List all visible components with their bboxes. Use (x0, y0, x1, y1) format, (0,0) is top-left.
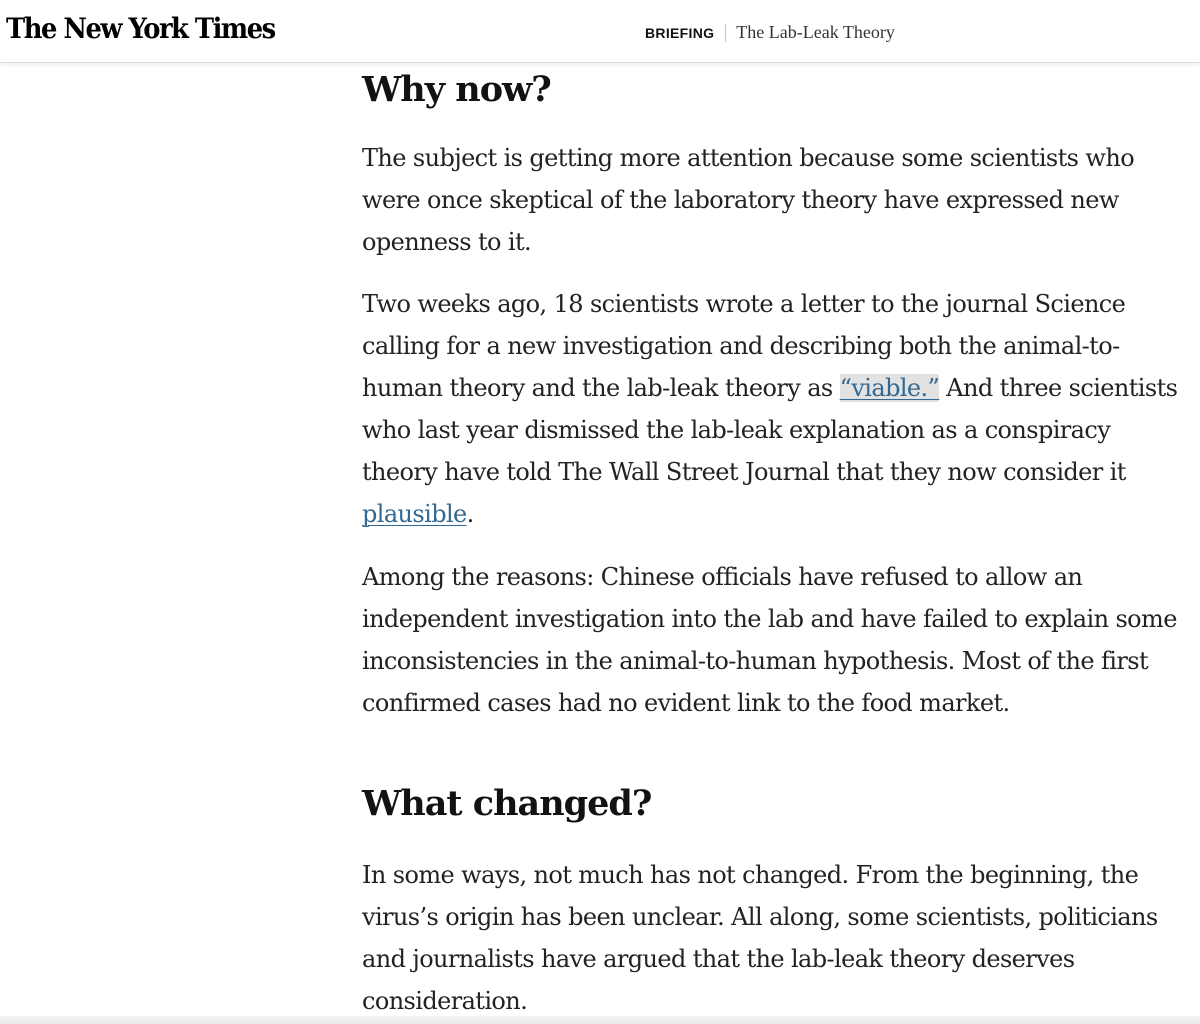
link-viable[interactable]: “viable.” (839, 374, 940, 402)
paragraph-2 (362, 283, 1192, 535)
paragraph-2-text-a: Two weeks ago, 18 scientists wrote a letter to the journal Science calling for a new investigation and describing both the animal-to-human theory and the lab-leak theory as (362, 290, 1126, 402)
paragraph-2-text-c: . (466, 500, 474, 528)
paragraph-4: In some ways, not much has not changed. From the beginning, the virus’s origin has been unclear. All along, some scientists, politicians and journalists have argued that the lab-leak theory deserves consideration. (362, 861, 1158, 1015)
article-title: The Lab-Leak Theory (736, 22, 895, 42)
top-bar (0, 0, 1200, 63)
heading-what-changed: What changed? (362, 783, 652, 824)
paragraph-2-text-b: And three scientists who last year dismissed the lab-leak explanation as a conspiracy theory have told The Wall Street Journal that they now consider it (362, 374, 1178, 486)
article-body (362, 66, 1192, 1022)
heading-why-now: Why now? (362, 69, 551, 110)
breadcrumb-divider (725, 24, 726, 42)
paragraph-1: The subject is getting more attention because some scientists who were once skeptical of the laboratory theory have expressed new openness to it. (362, 144, 1135, 256)
section-label[interactable]: BRIEFING (645, 24, 715, 41)
nyt-logo[interactable]: The New York Times (6, 12, 275, 45)
bottom-edge (0, 1016, 1200, 1024)
paragraph-3: Among the reasons: Chinese officials have refused to allow an independent investigation into the lab and have failed to explain some inconsistencies in the animal-to-human hypothesis. Most of the first confirmed cases had no evident link to the food market. (362, 563, 1177, 717)
link-plausible[interactable]: plausible (362, 500, 467, 528)
breadcrumb (645, 22, 895, 43)
